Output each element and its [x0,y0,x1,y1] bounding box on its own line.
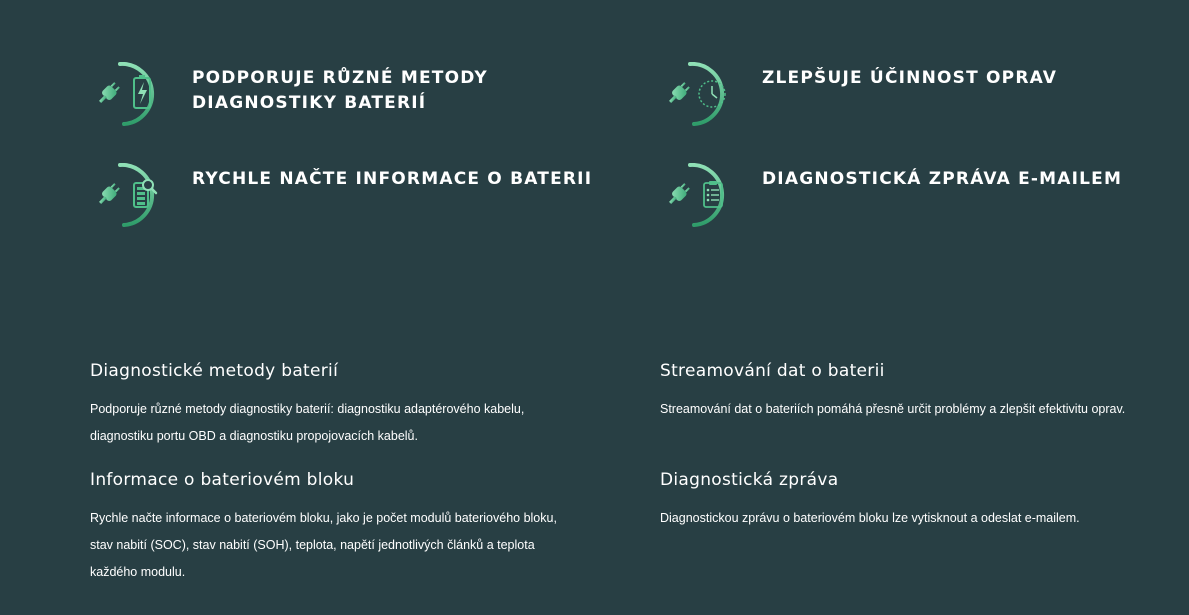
detail-heading: Diagnostické metody baterií [90,361,339,381]
detail-text: Rychle načte informace o bateriovém bloku, jako je počet modulů bateriového bloku, stav nabití (SOC), stav nabití (SOH), teplota, napětí jednotlivých článků a teplota každého modulu. [90,511,557,579]
report-icon [660,163,740,227]
detail-heading: Diagnostická zpráva [660,470,839,490]
detail-text: Diagnostickou zprávu o bateriovém bloku lze vytisknout a odeslat e-mailem. [660,511,1080,525]
feature-title: ZLEPŠUJE ÚČINNOST OPRAV [762,68,1058,88]
detail-diagnostic-report [660,469,1160,532]
detail-text: Streamování dat o bateriích pomáhá přesně určit problémy a zlepšit efektivitu oprav. [660,402,1126,416]
feature-email-report [660,163,1140,233]
feature-title: PODPORUJE RŮZNÉ METODY DIAGNOSTIKY BATERIÍ [192,68,488,113]
feature-title: RYCHLE NAČTE INFORMACE O BATERII [192,169,593,189]
detail-text: Podporuje různé metody diagnostiky baterií: diagnostiku adaptérového kabelu, diagnostiku portu OBD a diagnostiku propojovacích kabelů. [90,402,525,443]
feature-title: DIAGNOSTICKÁ ZPRÁVA E-MAILEM [762,169,1123,189]
feature-battery-methods [90,62,570,132]
battery-bolt-icon [90,62,170,126]
detail-data-streaming [660,360,1160,423]
clock-icon [660,62,740,126]
battery-search-icon [90,163,170,227]
detail-heading: Streamování dat o baterii [660,361,885,381]
detail-heading: Informace o bateriovém bloku [90,470,355,490]
feature-repair-efficiency [660,62,1140,132]
detail-battery-block-info [90,469,570,586]
detail-battery-methods [90,360,570,450]
feature-battery-info [90,163,593,233]
